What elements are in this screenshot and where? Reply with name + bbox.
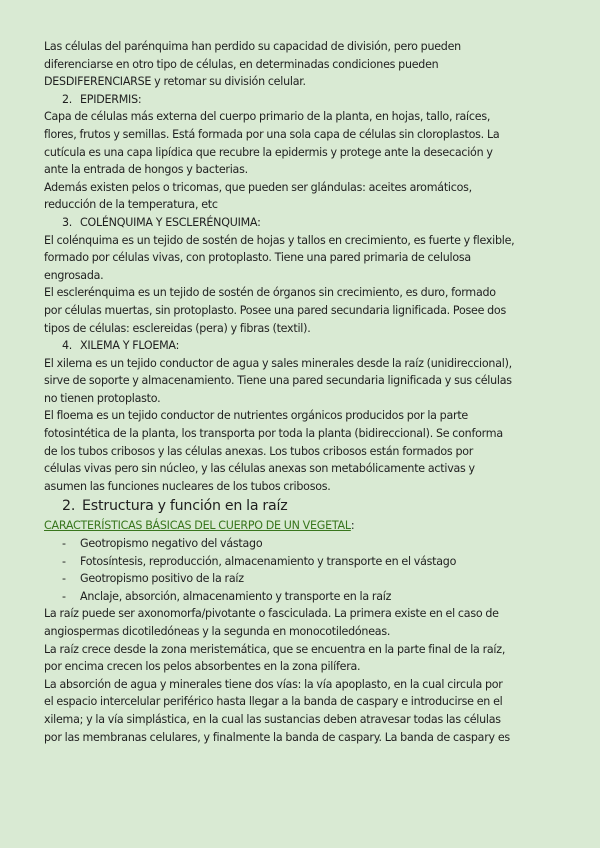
paragraph-line: no tienen protoplasto.	[44, 391, 161, 405]
section-title: COLÉNQUIMA Y ESCLERÉNQUIMA:	[80, 215, 261, 229]
characteristics-colon: :	[350, 519, 355, 533]
section-number: 2.	[62, 92, 73, 106]
list-item	[44, 588, 556, 606]
characteristics-list	[44, 535, 556, 605]
list-item-text: Geotropismo positivo de la raíz	[80, 572, 244, 586]
paragraph-line: La raíz crece desde la zona meristemática, que se encuentra en la parte final de la raíz,	[44, 642, 506, 656]
paragraph-line: xilema; y la vía simplástica, en la cual las sustancias deben atravesar todas las células	[44, 712, 501, 726]
paragraph-line: cutícula es una capa lipídica que recubre la epidermis y protege ante la desecación y	[44, 145, 493, 159]
list-item-text: Fotosíntesis, reproducción, almacenamiento y transporte en el vástago	[80, 554, 457, 568]
paragraph-line: angiospermas dicotiledóneas y la segunda en monocotiledóneas.	[44, 625, 391, 638]
paragraph-line: células vivas pero sin núcleo, y las células anexas son metabólicamente activas y	[44, 462, 475, 476]
paragraph-line: ante la entrada de hongos y bacterias.	[44, 163, 248, 177]
paragraph-line: La raíz puede ser axonomorfa/pivotante o fasciculada. La primera existe en el caso de	[44, 607, 499, 621]
heading-title: Estructura y función en la raíz	[82, 498, 288, 515]
paragraph-line: tipos de células: esclereidas (pera) y fibras (textil).	[44, 321, 311, 335]
intro-line: DESDIFERENCIARSE y retomar su división celular.	[44, 75, 306, 89]
characteristics-heading	[44, 517, 556, 535]
bullet-dash: -	[62, 537, 66, 551]
paragraph-line: El esclerénquima es un tejido de sostén de órganos sin crecimiento, es duro, formado	[44, 286, 496, 300]
section-heading-colenquima	[44, 214, 556, 232]
characteristics-link[interactable]: CARACTERÍSTICAS BÁSICAS DEL CUERPO DE UN VEGETAL	[44, 519, 351, 533]
section-title: XILEMA Y FLOEMA:	[80, 339, 180, 353]
bullet-dash: -	[62, 554, 66, 568]
section-number: 4.	[62, 339, 73, 353]
paragraph-line: El colénquima es un tejido de sostén de hojas y tallos en crecimiento, es fuerte y flexible,	[44, 233, 515, 247]
paragraph-line: El xilema es un tejido conductor de agua y sales minerales desde la raíz (unidireccional),	[44, 356, 512, 370]
list-item-text: Anclaje, absorción, almacenamiento y transporte en la raíz	[80, 589, 392, 603]
paragraph-line: fotosintética de la planta, los transporta por toda la planta (bidireccional). Se conforma	[44, 427, 503, 441]
intro-line: Las células del parénquima han perdido su capacidad de división, pero pueden	[44, 40, 461, 53]
paragraph-line: el espacio intercelular periférico hasta llegar a la banda de caspary e introducirse en el	[44, 695, 503, 709]
section-heading-xilema	[44, 337, 556, 355]
paragraph-line: formado por células vivas, con protoplasto. Tiene una pared primaria de celulosa	[44, 251, 471, 265]
paragraph-line: El floema es un tejido conductor de nutrientes orgánicos producidos por la parte	[44, 409, 469, 423]
paragraph-line: de los tubos cribosos y las células anexas. Los tubos cribosos están formados por	[44, 444, 474, 458]
paragraph-line: flores, frutos y semillas. Está formada por una sola capa de células sin cloroplastos. La	[44, 127, 500, 141]
paragraph-line: asumen las funciones nucleares de los tubos cribosos.	[44, 479, 331, 493]
intro-line: diferenciarse en otro tipo de células, en determinadas condiciones pueden	[44, 57, 439, 71]
list-item	[44, 553, 556, 571]
bullet-dash: -	[62, 589, 66, 603]
paragraph-line: Capa de células más externa del cuerpo primario de la planta, en hojas, tallo, raíces,	[44, 110, 491, 124]
paragraph-line: sirve de soporte y almacenamiento. Tiene una pared secundaria lignificada y sus células	[44, 374, 512, 388]
paragraph-line: por las membranas celulares, y finalmente la banda de caspary. La banda de caspary es	[44, 730, 510, 744]
heading-number: 2.	[62, 498, 76, 515]
paragraph-line: por encima crecen los pelos absorbentes en la zona pilífera.	[44, 660, 361, 674]
bullet-dash: -	[62, 572, 66, 586]
paragraph-line: La absorción de agua y minerales tiene dos vías: la vía apoplasto, en la cual circula por	[44, 677, 503, 691]
paragraph-line: Además existen pelos o tricomas, que pueden ser glándulas: aceites aromáticos,	[44, 180, 472, 194]
section-heading-epidermis	[44, 91, 556, 109]
paragraph-line: engrosada.	[44, 268, 104, 282]
list-item	[44, 570, 556, 588]
paragraph-line: reducción de la temperatura, etc	[44, 198, 218, 212]
heading-estructura-raiz	[44, 496, 556, 517]
section-number: 3.	[62, 215, 73, 229]
section-title: EPIDERMIS:	[80, 92, 142, 106]
list-item-text: Geotropismo negativo del vástago	[80, 537, 263, 551]
list-item	[44, 535, 556, 553]
paragraph-line: por células muertas, sin protoplasto. Posee una pared secundaria lignificada. Posee dos	[44, 303, 506, 317]
